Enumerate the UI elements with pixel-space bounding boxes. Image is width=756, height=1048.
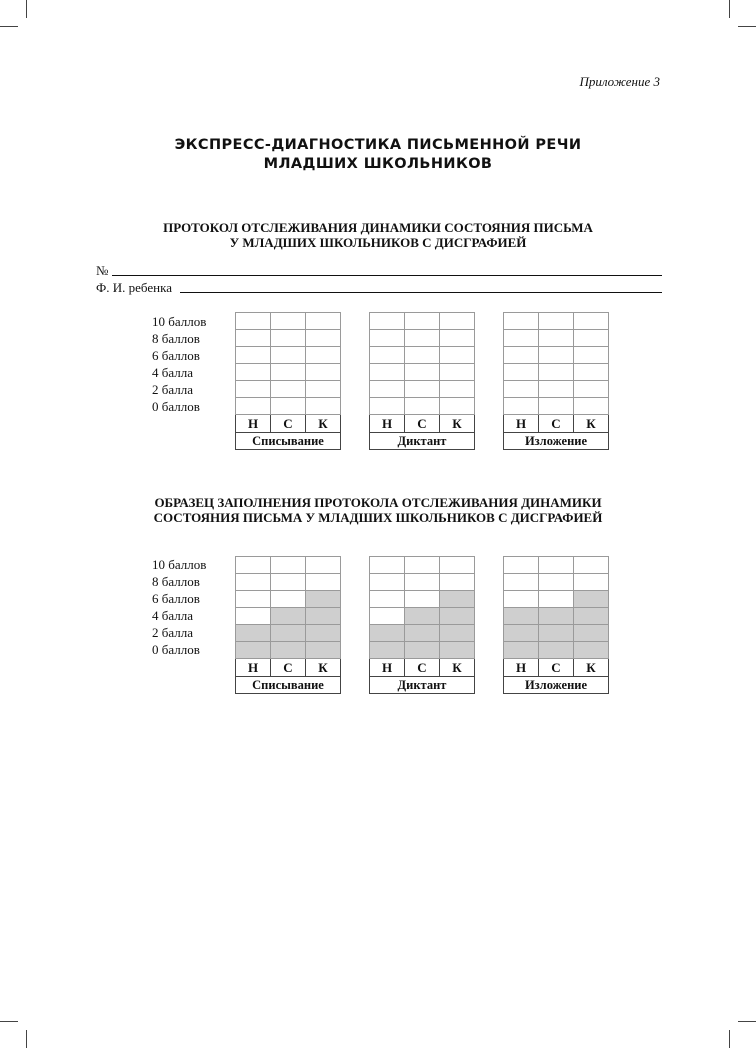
crop-mark [0,1021,18,1022]
column-header: К [440,415,475,433]
grid-cell[interactable] [370,347,405,364]
grid-cell[interactable] [574,381,609,398]
grid-cell[interactable] [370,398,405,415]
task-name: Диктант [370,677,475,694]
grid-cell[interactable] [306,557,341,574]
column-header: К [306,415,341,433]
grid-cell[interactable] [405,608,440,625]
grid-cell[interactable] [504,608,539,625]
column-header: С [405,659,440,677]
score-grid [503,556,609,694]
column-header: Н [504,659,539,677]
grid-cell[interactable] [440,625,475,642]
grid-cell[interactable] [370,313,405,330]
grid-cell[interactable] [405,330,440,347]
grid-cell[interactable] [405,364,440,381]
crop-mark [0,26,18,27]
grid-cell[interactable] [574,330,609,347]
grid-cell[interactable] [440,364,475,381]
number-field[interactable] [96,263,662,279]
task-name: Изложение [504,677,609,694]
grid-cell[interactable] [440,557,475,574]
grid-cell[interactable] [405,381,440,398]
grid-cell[interactable] [236,313,271,330]
grid-cell[interactable] [440,381,475,398]
grid-cell[interactable] [370,330,405,347]
grid-cell[interactable] [271,625,306,642]
grid-cell[interactable] [370,625,405,642]
grid-cell[interactable] [306,642,341,659]
grid-cell[interactable] [306,398,341,415]
score-grid [503,312,609,450]
grid-cell[interactable] [236,364,271,381]
column-header: С [271,415,306,433]
column-header: Н [370,415,405,433]
grid-cell[interactable] [306,347,341,364]
grid-cell[interactable] [574,557,609,574]
grid-cell[interactable] [370,591,405,608]
grid-cell[interactable] [271,574,306,591]
grid-cell[interactable] [574,642,609,659]
grid-cell[interactable] [271,642,306,659]
appendix-label: Приложение 3 [579,74,660,89]
column-header: С [405,415,440,433]
crop-mark [26,1030,27,1048]
column-header: К [574,415,609,433]
grid-cell[interactable] [504,347,539,364]
grid-cell[interactable] [504,625,539,642]
grid-cell[interactable] [306,330,341,347]
scale-label: 2 балла [152,625,193,640]
grid-cell[interactable] [271,608,306,625]
grid-cell[interactable] [405,574,440,591]
grid-cell[interactable] [306,574,341,591]
grid-cell[interactable] [539,557,574,574]
sample-title-line: СОСТОЯНИЯ ПИСЬМА У МЛАДШИХ ШКОЛЬНИКОВ С ДИСГРАФИЕЙ [153,510,603,525]
grid-cell[interactable] [574,591,609,608]
page-title [0,136,756,174]
grid-cell[interactable] [539,574,574,591]
grid-cell[interactable] [539,398,574,415]
grid-cell[interactable] [539,381,574,398]
task-name: Изложение [504,433,609,450]
page-title-line: ЭКСПРЕСС-ДИАГНОСТИКА ПИСЬМЕННОЙ РЕЧИ [174,137,582,153]
column-header: С [539,415,574,433]
grid-cell[interactable] [440,347,475,364]
grid-cell[interactable] [271,398,306,415]
task-name: Списывание [236,677,341,694]
grid-cell[interactable] [539,313,574,330]
grid-cell[interactable] [504,330,539,347]
sample-score-scale [152,556,206,658]
column-header: Н [236,415,271,433]
grid-cell[interactable] [370,642,405,659]
grid-cell[interactable] [306,591,341,608]
crop-mark [738,26,756,27]
score-grid [369,556,475,694]
scale-label: 10 баллов [152,314,207,329]
grid-cell[interactable] [504,364,539,381]
protocol-title [0,220,756,250]
grid-cell[interactable] [271,591,306,608]
grid-cell[interactable] [306,381,341,398]
column-header: К [574,659,609,677]
child-name-label: Ф. И. ребенка [96,280,172,295]
grid-cell[interactable] [440,608,475,625]
scale-label: 8 баллов [152,331,200,346]
grid-cell[interactable] [236,330,271,347]
grid-cell[interactable] [539,642,574,659]
grid-cell[interactable] [539,347,574,364]
grid-cell[interactable] [504,642,539,659]
grid-cell[interactable] [539,608,574,625]
grid-cell[interactable] [236,642,271,659]
grid-cell[interactable] [440,591,475,608]
grid-cell[interactable] [405,591,440,608]
sample-title [0,495,756,525]
grid-cell[interactable] [306,364,341,381]
crop-mark [26,0,27,18]
grid-cell[interactable] [370,364,405,381]
grid-cell[interactable] [405,557,440,574]
grid-cell[interactable] [236,574,271,591]
grid-cell[interactable] [405,398,440,415]
scale-label: 0 баллов [152,642,200,657]
number-line [112,275,662,276]
sample-title-line: ОБРАЗЕЦ ЗАПОЛНЕНИЯ ПРОТОКОЛА ОТСЛЕЖИВАНИЯ ДИНАМИКИ [154,495,602,510]
grid-cell[interactable] [440,642,475,659]
grid-cell[interactable] [504,591,539,608]
column-header: К [306,659,341,677]
column-header: К [440,659,475,677]
grid-cell[interactable] [271,381,306,398]
grid-cell[interactable] [405,347,440,364]
grid-cell[interactable] [370,557,405,574]
grid-cell[interactable] [504,574,539,591]
crop-mark [729,1030,730,1048]
crop-mark [729,0,730,18]
grid-cell[interactable] [504,398,539,415]
grid-cell[interactable] [574,625,609,642]
scale-label: 8 баллов [152,574,200,589]
grid-cell[interactable] [271,557,306,574]
scale-label: 6 баллов [152,348,200,363]
grid-cell[interactable] [440,574,475,591]
column-header: Н [504,415,539,433]
grid-cell[interactable] [504,313,539,330]
grid-cell[interactable] [236,608,271,625]
grid-cell[interactable] [306,625,341,642]
grid-cell[interactable] [306,313,341,330]
crop-mark [738,1021,756,1022]
grid-cell[interactable] [405,642,440,659]
grid-cell[interactable] [370,574,405,591]
grid-cell[interactable] [271,364,306,381]
grid-cell[interactable] [440,330,475,347]
grid-cell[interactable] [440,398,475,415]
grid-cell[interactable] [370,608,405,625]
scale-label: 2 балла [152,382,193,397]
number-label: № [96,263,109,278]
grid-cell[interactable] [574,313,609,330]
scale-label: 6 баллов [152,591,200,606]
column-header: С [271,659,306,677]
grid-cell[interactable] [574,347,609,364]
score-grid [235,312,341,450]
grid-cell[interactable] [306,608,341,625]
scale-label: 4 балла [152,365,193,380]
page-title-line: МЛАДШИХ ШКОЛЬНИКОВ [263,156,493,172]
grid-cell[interactable] [539,364,574,381]
column-header: Н [236,659,271,677]
score-grid [369,312,475,450]
grid-cell[interactable] [236,347,271,364]
score-scale [152,313,206,415]
grid-cell[interactable] [574,398,609,415]
column-header: Н [370,659,405,677]
scale-label: 10 баллов [152,557,207,572]
scale-label: 4 балла [152,608,193,623]
grid-cell[interactable] [236,625,271,642]
grid-cell[interactable] [271,330,306,347]
grid-cell[interactable] [574,574,609,591]
score-grid [235,556,341,694]
protocol-title-line: У МЛАДШИХ ШКОЛЬНИКОВ С ДИСГРАФИЕЙ [229,235,527,250]
grid-cell[interactable] [539,330,574,347]
task-name: Диктант [370,433,475,450]
grid-cell[interactable] [504,557,539,574]
child-name-line [180,292,662,293]
grid-cell[interactable] [236,557,271,574]
grid-cell[interactable] [574,608,609,625]
task-name: Списывание [236,433,341,450]
column-header: С [539,659,574,677]
grid-cell[interactable] [370,381,405,398]
grid-cell[interactable] [539,625,574,642]
grid-cell[interactable] [440,313,475,330]
scale-label: 0 баллов [152,399,200,414]
grid-cell[interactable] [236,381,271,398]
child-name-field[interactable] [96,280,662,296]
grid-cell[interactable] [236,398,271,415]
protocol-title-line: ПРОТОКОЛ ОТСЛЕЖИВАНИЯ ДИНАМИКИ СОСТОЯНИЯ ПИСЬМА [163,220,593,235]
grid-cell[interactable] [236,591,271,608]
grid-cell[interactable] [271,347,306,364]
grid-cell[interactable] [405,625,440,642]
grid-cell[interactable] [504,381,539,398]
grid-cell[interactable] [271,313,306,330]
grid-cell[interactable] [574,364,609,381]
grid-cell[interactable] [539,591,574,608]
grid-cell[interactable] [405,313,440,330]
